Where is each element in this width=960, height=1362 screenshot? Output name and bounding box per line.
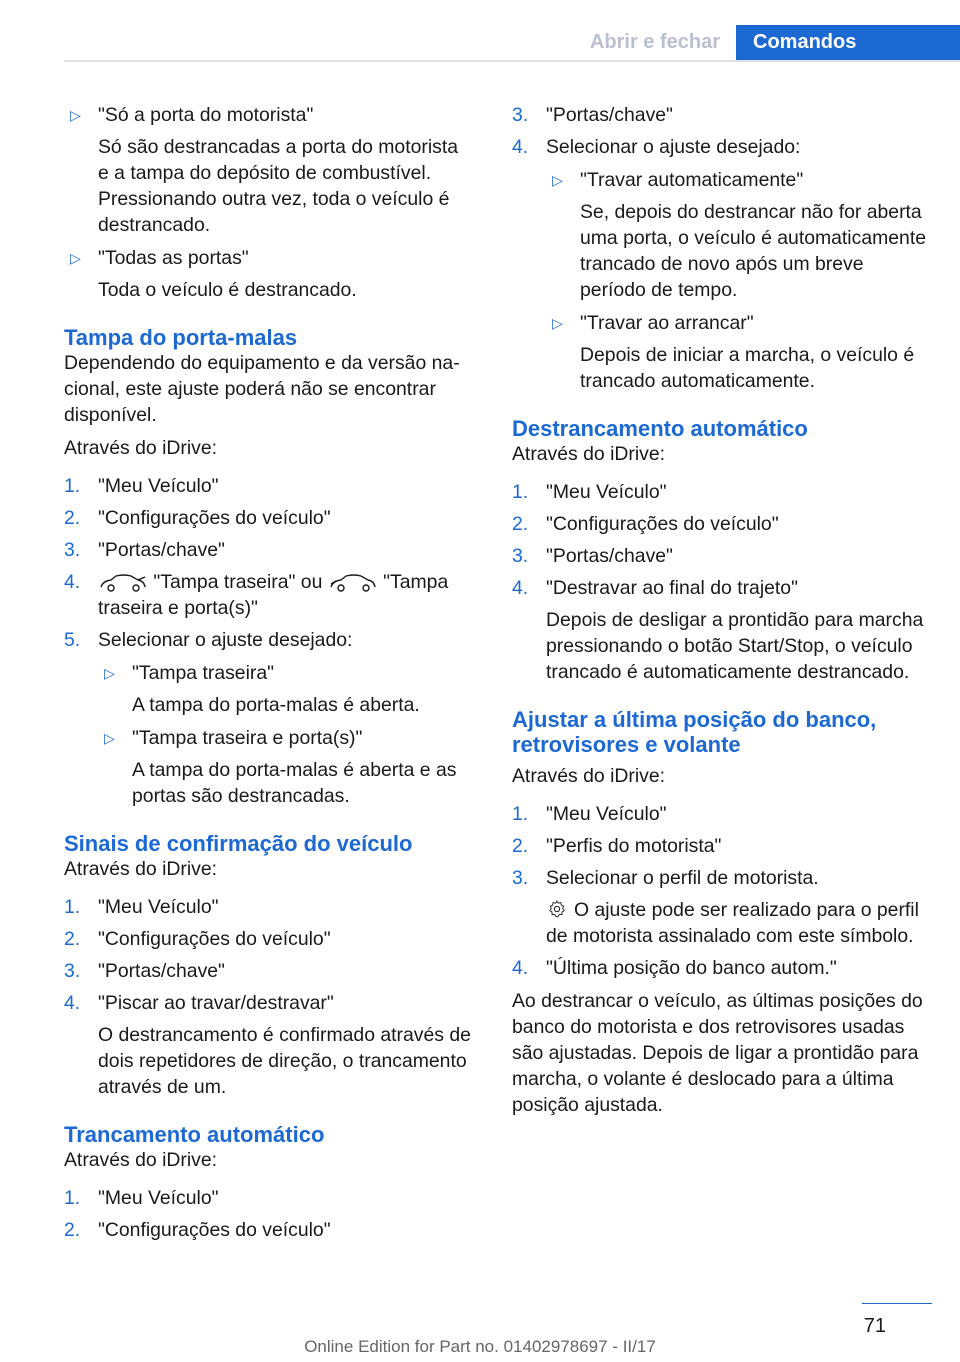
list-item: ▷ "Tampa traseira" A tampa do porta-malas é aberta. bbox=[104, 662, 420, 716]
list-item: 2. "Perfis do motorista" bbox=[512, 835, 722, 857]
paragraph: Através do iDrive: bbox=[64, 1149, 218, 1171]
gear-icon bbox=[546, 899, 568, 919]
triangle-bullet-icon: ▷ bbox=[70, 107, 81, 123]
triangle-bullet-icon: ▷ bbox=[552, 315, 563, 331]
list-item: 3. "Portas/chave" bbox=[512, 104, 673, 126]
paragraph: Através do iDrive: bbox=[64, 437, 218, 459]
paragraph: Ao destrancar o veículo, as últimas posições do banco do motorista e dos retrovisores usadas são ajustadas. Depois de ligar a prontidão para marcha, o volante é deslocado para a última posição ajustada. bbox=[512, 990, 923, 1116]
right-column bbox=[512, 102, 932, 1118]
list-item: 2. "Configurações do veículo" bbox=[64, 507, 331, 529]
paragraph: Através do iDrive: bbox=[512, 765, 666, 787]
list-item: 4. "Piscar ao travar/destravar" O destrancamento é confirmado através de dois repetidores de direção, o trancamento através de um. bbox=[64, 992, 471, 1098]
paragraph: Através do iDrive: bbox=[512, 443, 666, 465]
option-label: "Só a porta do motorista" bbox=[98, 104, 314, 126]
list-item: 3. Selecionar o perfil de motorista. O ajuste pode ser realizado para o perfil de motorista assinalado com este símbolo. bbox=[512, 867, 919, 947]
list-item: 3. "Portas/chave" bbox=[64, 960, 225, 982]
page-header bbox=[64, 25, 960, 62]
section-heading: Trancamento automático bbox=[64, 1122, 325, 1147]
list-item: ▷ "Travar automaticamente" Se, depois do destrancar não for aberta uma porta, o veículo é automaticamente trancado de novo após um breve período de tempo. bbox=[552, 169, 926, 301]
list-item: 3. "Portas/chave" bbox=[64, 539, 225, 561]
list-item: 2. "Configurações do veículo" bbox=[64, 1219, 331, 1241]
car-tailgate-icon bbox=[328, 572, 378, 594]
paragraph: Dependendo do equipamento e da versão nacional, este ajuste poderá não se encontrar disponível. bbox=[64, 352, 460, 426]
list-item: ▷ "Tampa traseira e porta(s)" A tampa do porta-malas é aberta e as portas são destrancadas. bbox=[104, 727, 457, 807]
page-number: 71 bbox=[863, 1315, 886, 1337]
triangle-bullet-icon: ▷ bbox=[552, 172, 563, 188]
list-item: 2. "Configurações do veículo" bbox=[64, 928, 331, 950]
list-item: 2. "Configurações do veículo" bbox=[512, 513, 779, 535]
header-rule bbox=[64, 60, 960, 62]
section-heading: Ajustar a última posição do banco, retrovisores e volante bbox=[512, 707, 877, 757]
tab-chapter[interactable]: Comandos bbox=[736, 25, 960, 62]
list-item: 4. "Tampa traseira" ou "Tampa traseira e porta(s)" bbox=[64, 571, 449, 619]
list-item: 3. "Portas/chave" bbox=[512, 545, 673, 567]
page-number-rule bbox=[862, 1303, 932, 1304]
list-item bbox=[64, 245, 474, 303]
option-desc: Toda o veículo é destrancado. bbox=[98, 279, 357, 301]
triangle-bullet-icon: ▷ bbox=[70, 250, 81, 266]
left-column bbox=[64, 102, 474, 1243]
list-item: 1. "Meu Veículo" bbox=[64, 1187, 219, 1209]
list-item: 1. "Meu Veículo" bbox=[512, 803, 667, 825]
list-item: 4. "Última posição do banco autom." bbox=[512, 957, 837, 979]
list-item: ▷ "Travar ao arrancar" Depois de iniciar a marcha, o veículo é trancado automaticamente. bbox=[552, 312, 915, 392]
list-item: 4. "Destravar ao final do trajeto" Depois de desligar a prontidão para marcha pressionando o botão Start/Stop, o veículo trancado é automaticamente destrancado. bbox=[512, 577, 924, 683]
list-item: 1. "Meu Veículo" bbox=[64, 896, 219, 918]
edition-footer: Online Edition for Part no. 01402978697 - II/17 bbox=[304, 1337, 656, 1356]
option-label: "Todas as portas" bbox=[98, 247, 249, 269]
car-tailgate-icon bbox=[98, 572, 148, 594]
list-item: 5. Selecionar o ajuste desejado: bbox=[64, 629, 353, 651]
list-item bbox=[64, 102, 474, 238]
section-heading: Sinais de confirmação do veículo bbox=[64, 831, 413, 856]
list-item: 1. "Meu Veículo" bbox=[512, 481, 667, 503]
triangle-bullet-icon: ▷ bbox=[104, 730, 115, 746]
paragraph: Através do iDrive: bbox=[64, 858, 218, 880]
section-heading: Tampa do porta-malas bbox=[64, 325, 298, 350]
triangle-bullet-icon: ▷ bbox=[104, 665, 115, 681]
list-item: 4. Selecionar o ajuste desejado: bbox=[512, 136, 801, 158]
section-heading: Destrancamento automático bbox=[512, 416, 808, 441]
list-item: 1. "Meu Veículo" bbox=[64, 475, 219, 497]
option-desc: Só são destrancadas a porta do motorista e a tampa do depósito de combustível. Pressionando outra vez, toda o veículo é destrancado. bbox=[98, 136, 459, 236]
tab-section[interactable]: Abrir e fechar bbox=[589, 31, 720, 53]
